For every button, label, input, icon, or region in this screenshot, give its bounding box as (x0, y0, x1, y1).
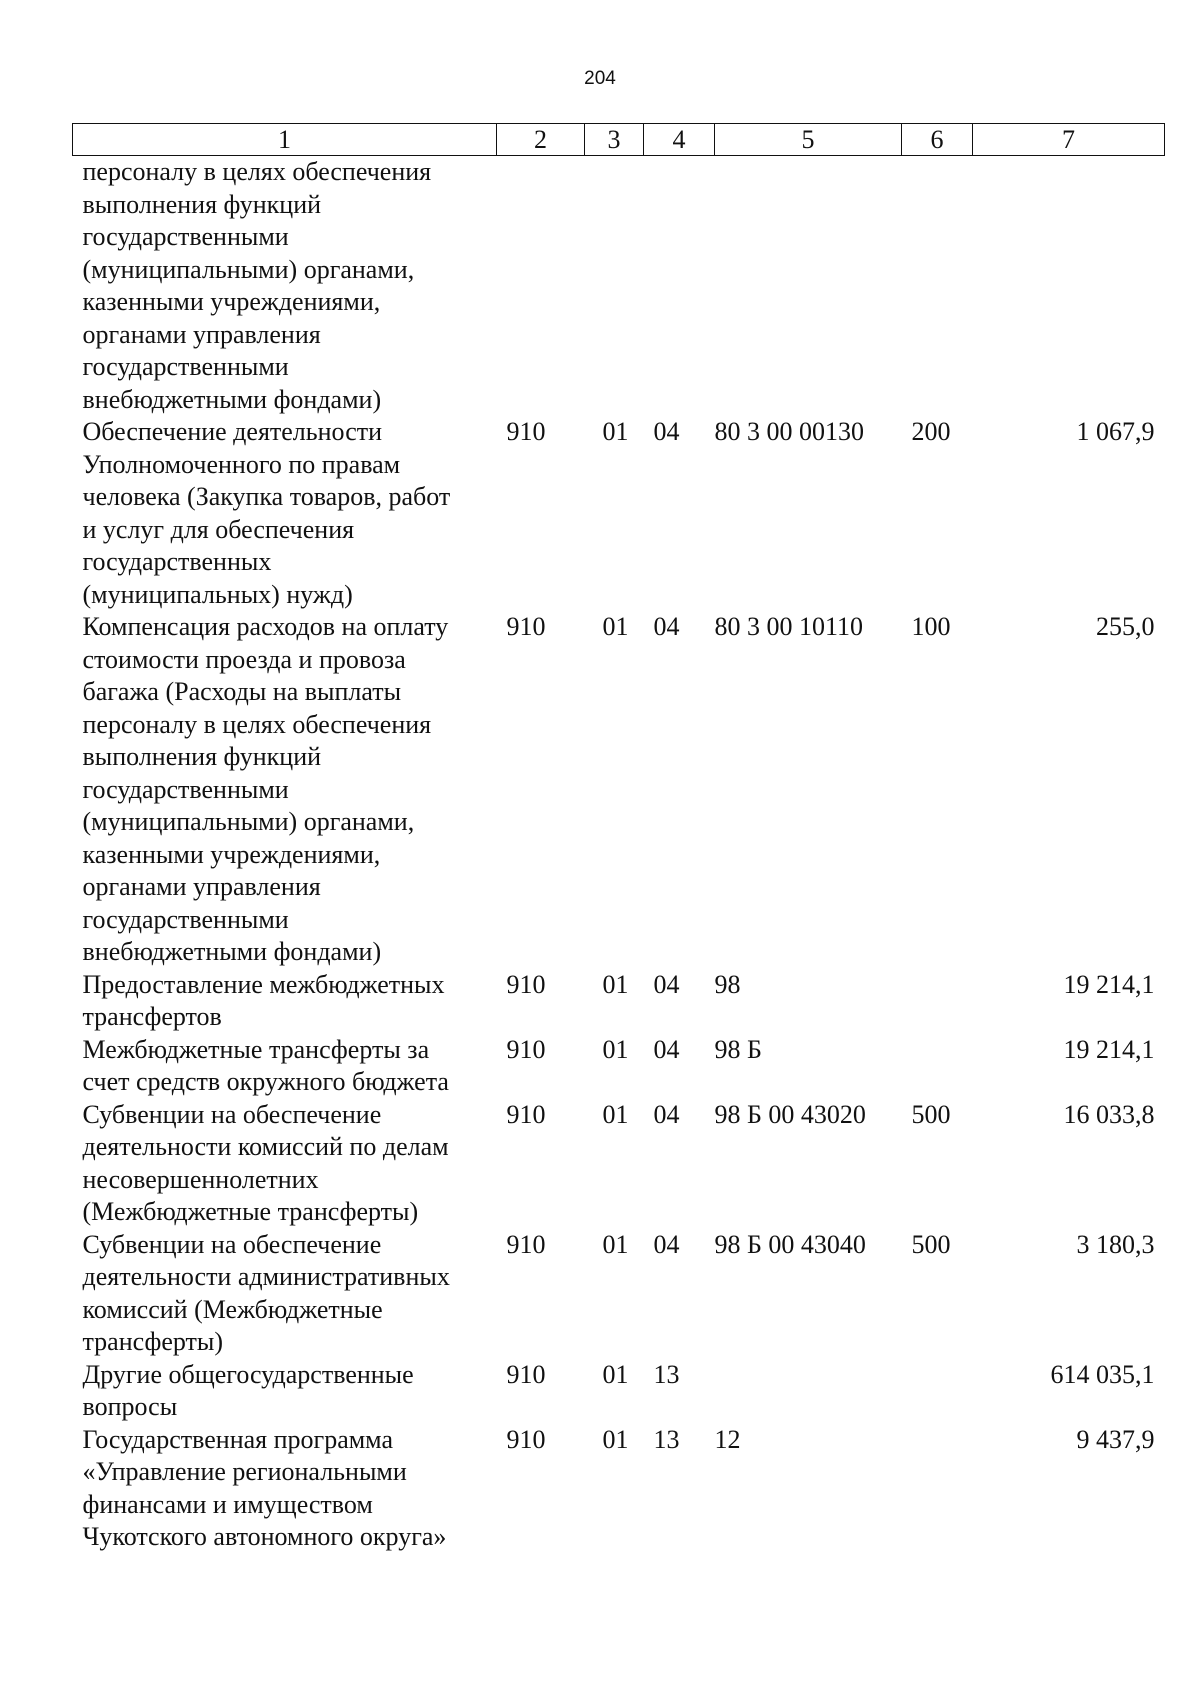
row-name-line: внебюджетными фондами) (82, 384, 382, 414)
header-cell-5: 5 (715, 124, 902, 156)
grbs-cell (497, 156, 585, 417)
row-name-cell (73, 156, 497, 417)
target-article-cell: 98 (714, 969, 741, 999)
row-name-line: (муниципальных) нужд) (82, 579, 353, 609)
row-name-line: деятельности административных (82, 1262, 450, 1291)
subsection-cell: 04 (653, 612, 680, 641)
amount-cell: 3 180,3 (1076, 1229, 1155, 1259)
section-cell: 01 (602, 1359, 629, 1389)
row-name-line: деятельности комиссий по делам (82, 1132, 449, 1161)
target-article-cell: 80 3 00 00130 (714, 417, 864, 446)
grbs-cell: 910 (506, 1424, 546, 1454)
section-cell: 01 (602, 417, 629, 446)
table-row (73, 611, 1165, 969)
row-name-cell (73, 416, 497, 611)
amount-cell: 16 033,8 (1063, 1099, 1155, 1129)
grbs-cell: 910 (506, 417, 546, 446)
amount-cell: 1 067,9 (1076, 417, 1155, 446)
row-name-line: (муниципальными) органами, (82, 254, 415, 284)
amount-cell: 9 437,9 (1076, 1424, 1155, 1454)
row-name-line: комиссий (Межбюджетные (82, 1294, 383, 1324)
row-name-line: Другие общегосударственные (82, 1359, 414, 1389)
row-name-line: Субвенции на обеспечение (82, 1099, 382, 1129)
row-name-line: Обеспечение деятельности (82, 417, 383, 446)
expense-type-cell (902, 1424, 973, 1554)
amount-cell: 255,0 (1096, 612, 1155, 641)
target-article-cell (715, 156, 902, 417)
amount-cell: 614 035,1 (1050, 1359, 1155, 1389)
amount-cell: 19 214,1 (1063, 1034, 1155, 1064)
table-header (73, 124, 1165, 156)
target-article-cell: 80 3 00 10110 (714, 612, 864, 641)
expense-type-cell: 100 (911, 612, 951, 641)
header-cell-4: 4 (644, 124, 715, 156)
header-cell-6: 6 (902, 124, 973, 156)
grbs-cell: 910 (506, 1229, 546, 1259)
expense-type-cell: 500 (911, 1229, 951, 1259)
expense-type-cell (902, 1359, 973, 1424)
target-article-cell: 12 (714, 1424, 741, 1454)
grbs-cell: 910 (506, 1099, 546, 1129)
row-name-line: Государственная программа (82, 1424, 394, 1454)
target-article-cell: 98 Б (714, 1034, 762, 1064)
table-row (73, 1359, 1165, 1424)
header-cell-7: 7 (973, 124, 1165, 156)
row-name-line: стоимости проезда и провоза (82, 644, 406, 674)
row-name-line: трансфертов (82, 1002, 222, 1031)
table-row (73, 156, 1165, 417)
row-name-cell (73, 1099, 497, 1229)
row-name-line: внебюджетными фондами) (82, 937, 382, 966)
table-row (73, 416, 1165, 611)
row-name-line: (Межбюджетные трансферты) (82, 1197, 419, 1226)
row-name-cell (73, 1229, 497, 1359)
grbs-cell: 910 (506, 969, 546, 999)
table-row (73, 1424, 1165, 1554)
row-name-line: Чукотского автономного округа» (82, 1522, 447, 1551)
table-row (73, 1229, 1165, 1359)
subsection-cell: 04 (653, 1034, 680, 1064)
row-name-line: багажа (Расходы на выплаты (82, 677, 402, 706)
row-name-cell (73, 611, 497, 969)
row-name-line: и услуг для обеспечения (82, 514, 355, 544)
row-name-line: (муниципальными) органами, (82, 807, 415, 836)
amount-cell: 19 214,1 (1063, 969, 1155, 999)
row-name-line: органами управления (82, 872, 321, 901)
target-article-cell: 98 Б 00 43020 (714, 1099, 866, 1129)
row-name-line: счет средств окружного бюджета (82, 1067, 449, 1096)
row-name-line: финансами и имуществом (82, 1489, 373, 1519)
row-name-line: Межбюджетные трансферты за (82, 1034, 430, 1064)
section-cell: 01 (602, 969, 629, 999)
row-name-line: государственными (82, 904, 289, 934)
grbs-cell: 910 (506, 612, 546, 641)
row-name-line: трансферты) (82, 1327, 224, 1356)
row-name-line: персоналу в целях обеспечения (82, 157, 432, 186)
section-cell: 01 (602, 1229, 629, 1259)
row-name-line: «Управление региональными (82, 1457, 407, 1486)
table-row (73, 1099, 1165, 1229)
expense-type-cell (902, 1034, 973, 1099)
section-cell (585, 156, 644, 417)
row-name-line: государственных (82, 547, 272, 576)
header-cell-3: 3 (585, 124, 644, 156)
expense-type-cell: 500 (911, 1099, 951, 1129)
row-name-line: выполнения функций (82, 189, 322, 219)
expense-type-cell: 200 (911, 417, 951, 446)
row-name-line: Уполномоченного по правам (82, 449, 401, 479)
row-name-line: Предоставление межбюджетных (82, 969, 445, 999)
row-name-cell (73, 1034, 497, 1099)
row-name-line: несовершеннолетних (82, 1164, 319, 1194)
row-name-line: человека (Закупка товаров, работ (82, 482, 451, 511)
header-cell-1: 1 (73, 124, 497, 156)
header-cell-2: 2 (497, 124, 585, 156)
subsection-cell: 04 (653, 417, 680, 446)
header-row (73, 124, 1165, 156)
subsection-cell: 04 (653, 969, 680, 999)
section-cell: 01 (602, 1034, 629, 1064)
row-name-line: Компенсация расходов на оплату (82, 612, 449, 641)
target-article-cell (715, 1359, 902, 1424)
row-name-line: казенными учреждениями, (82, 287, 381, 316)
subsection-cell: 13 (653, 1424, 680, 1454)
page-number: 204 (584, 68, 616, 89)
row-name-line: Субвенции на обеспечение (82, 1229, 382, 1259)
grbs-cell: 910 (506, 1359, 546, 1389)
row-name-line: органами управления (82, 319, 321, 349)
row-name-cell (73, 1359, 497, 1424)
row-name-line: казенными учреждениями, (82, 839, 381, 869)
subsection-cell (644, 156, 715, 417)
table-row (73, 969, 1165, 1034)
row-name-line: вопросы (82, 1392, 178, 1421)
table-body (73, 156, 1165, 1554)
row-name-cell (73, 1424, 497, 1554)
expense-type-cell (902, 156, 973, 417)
grbs-cell: 910 (506, 1034, 546, 1064)
row-name-line: выполнения функций (82, 742, 322, 771)
row-name-line: государственными (82, 222, 289, 251)
table-row (73, 1034, 1165, 1099)
budget-table (72, 123, 1165, 1554)
subsection-cell: 04 (653, 1229, 680, 1259)
section-cell: 01 (602, 1424, 629, 1454)
row-name-line: государственными (82, 774, 289, 804)
subsection-cell: 13 (653, 1359, 680, 1389)
section-cell: 01 (602, 612, 629, 641)
amount-cell (973, 156, 1165, 417)
row-name-cell (73, 969, 497, 1034)
budget-table-container (72, 123, 1164, 1554)
row-name-line: персоналу в целях обеспечения (82, 709, 432, 739)
subsection-cell: 04 (653, 1099, 680, 1129)
row-name-line: государственными (82, 352, 289, 381)
target-article-cell: 98 Б 00 43040 (714, 1229, 866, 1259)
expense-type-cell (902, 969, 973, 1034)
section-cell: 01 (602, 1099, 629, 1129)
